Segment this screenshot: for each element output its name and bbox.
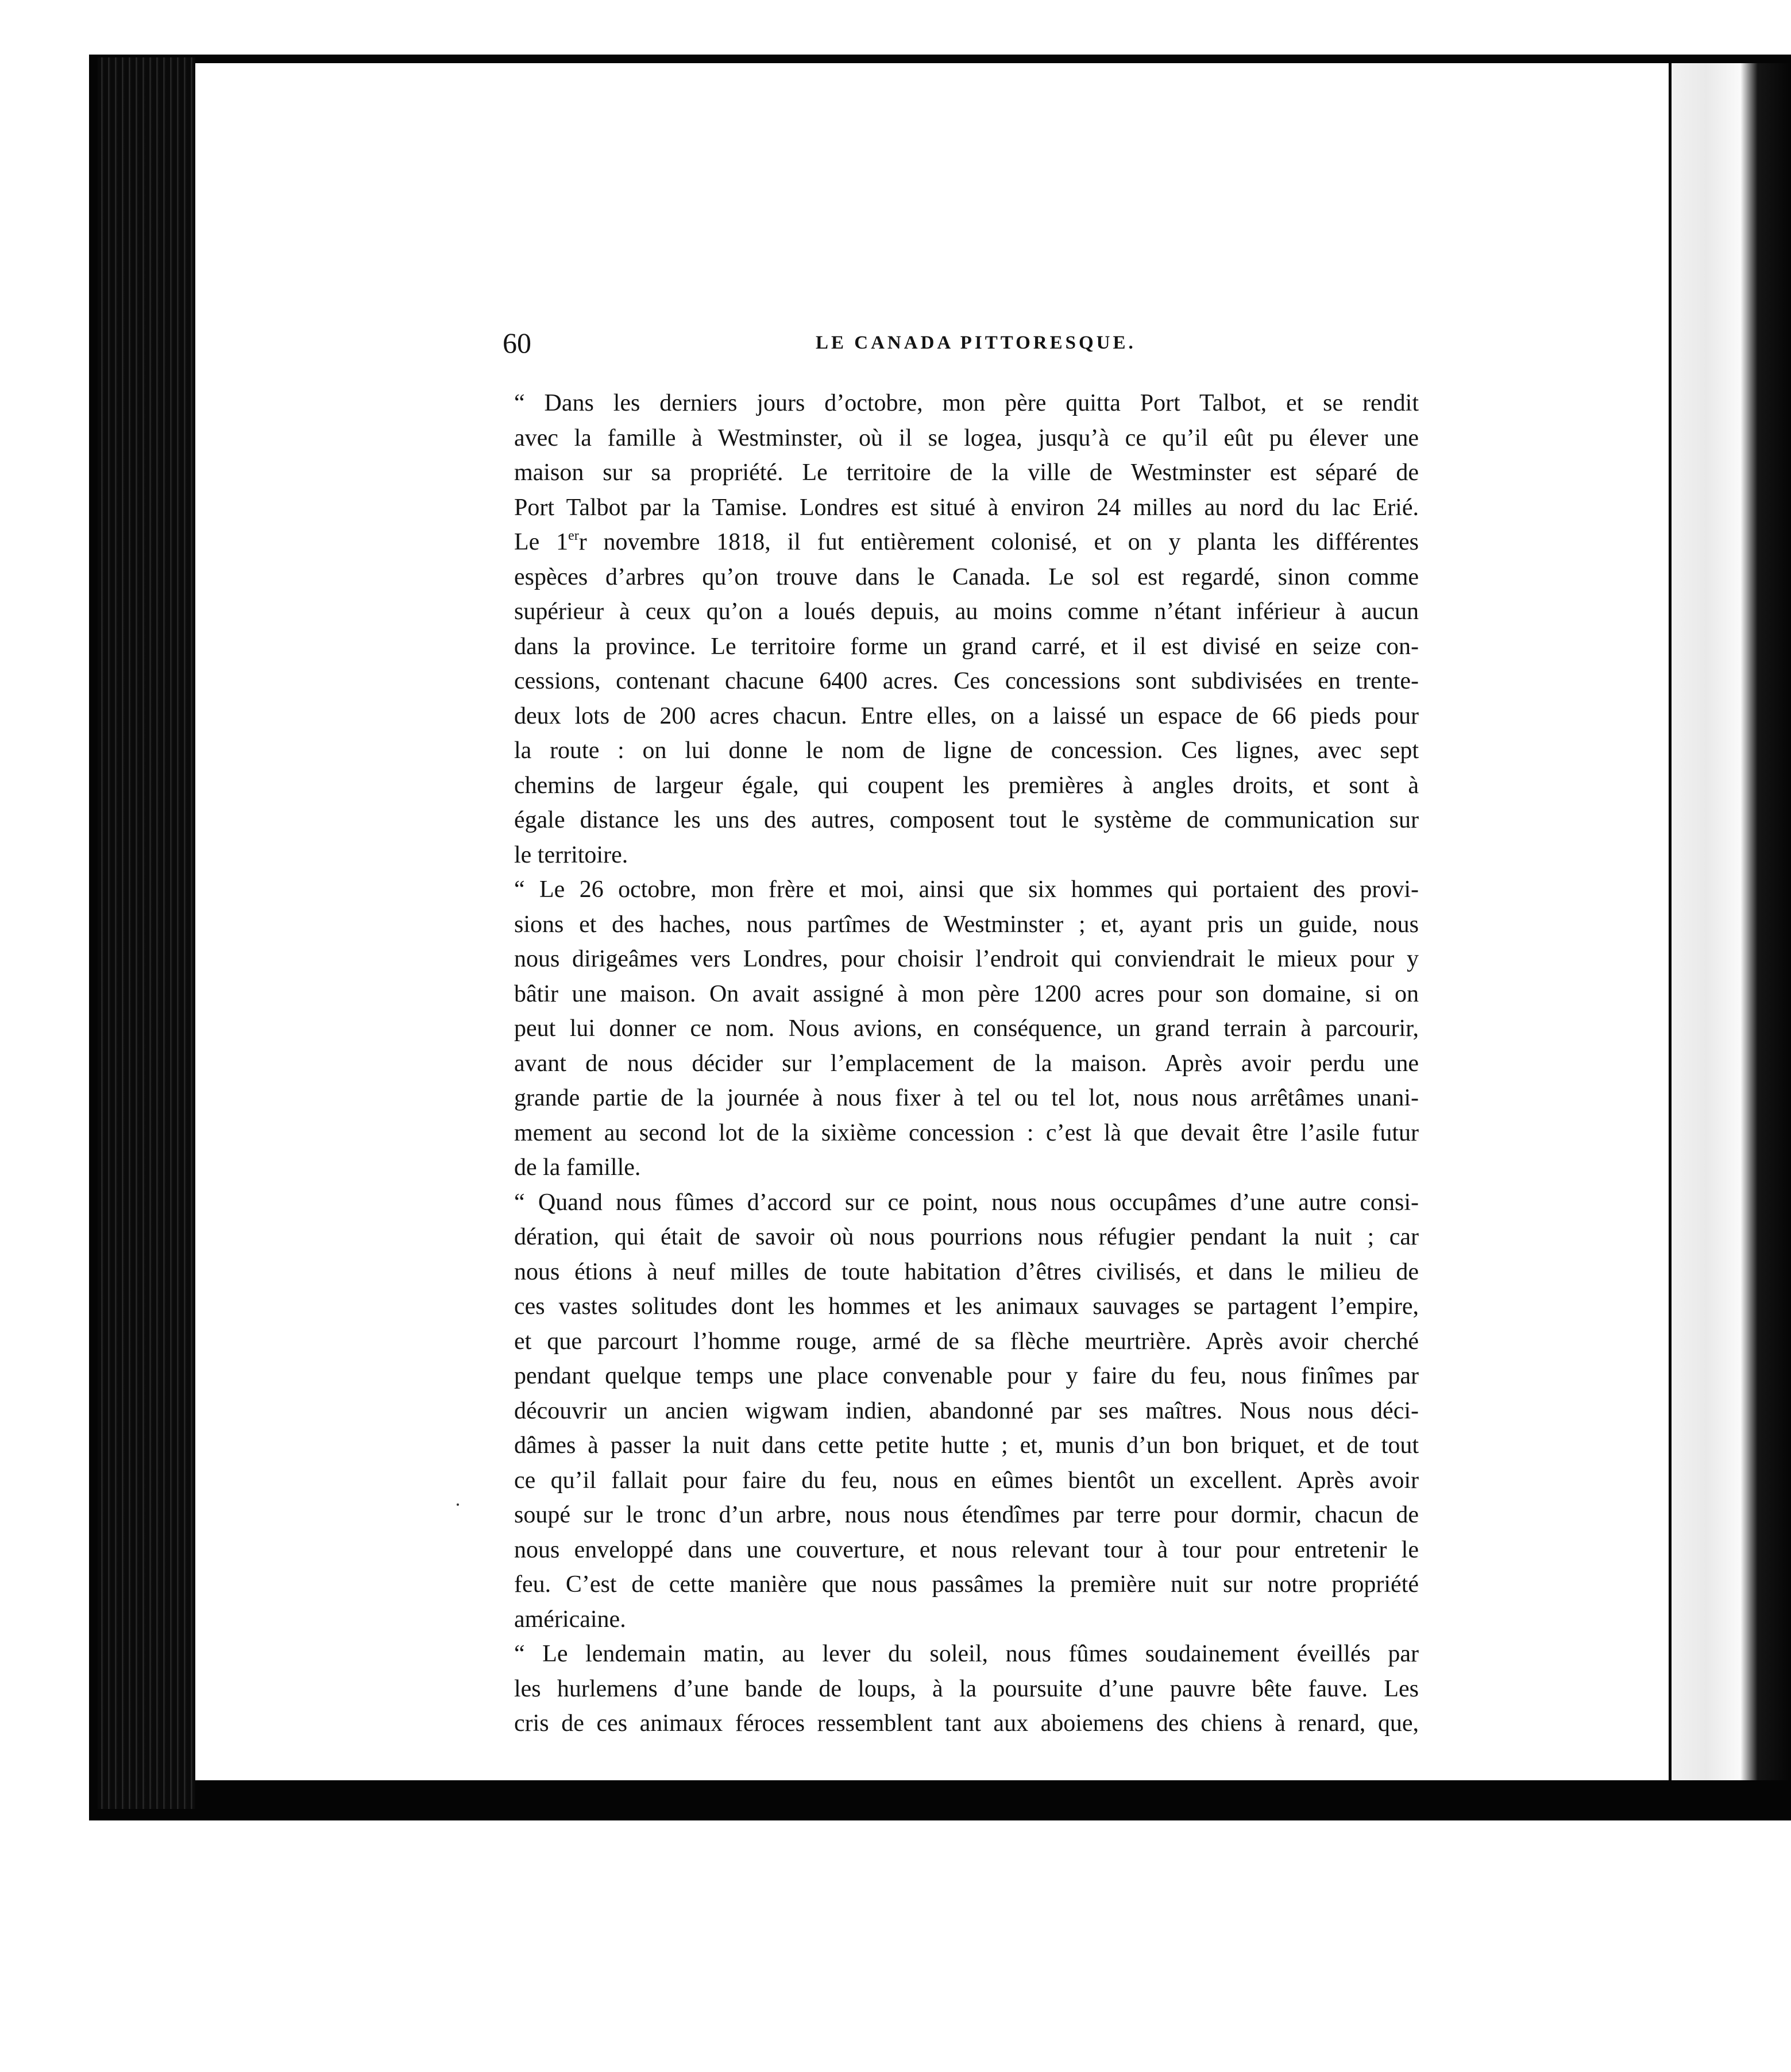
text-line: ce qu’il fallait pour faire du feu, nous en eûmes bientôt un excellent. Après avoir [514,1467,1419,1494]
text-line: deux lots de 200 acres chacun. Entre elles, on a laissé un espace de 66 pieds pour [514,702,1419,729]
text-line: chemins de largeur égale, qui coupent les premières à angles droits, et sont à [514,772,1419,799]
text-line: les hurlemens d’une bande de loups, à la poursuite d’une pauvre bête fauve. Les [514,1675,1419,1702]
text-line: “ Le 26 octobre, mon frère et moi, ainsi que six hommes qui portaient des provi- [514,876,1419,903]
text-line: de la famille. [514,1154,641,1181]
body-text [514,386,1419,1741]
text-line: grande partie de la journée à nous fixer à tel ou tel lot, nous nous arrêtâmes unani- [514,1085,1419,1111]
text-line: Le 1err novembre 1818, il fut entièrement colonisé, et on y planta les différentes [514,528,1419,555]
adjacent-page-edge [1672,63,1791,1780]
text-line: supérieur à ceux qu’on a loués depuis, au moins comme n’étant inférieur à aucun [514,598,1419,625]
text-line: avant de nous décider sur l’emplacement de la maison. Après avoir perdu une [514,1050,1419,1077]
book-page-edges [98,57,195,1809]
text-line: dâmes à passer la nuit dans cette petite hutte ; et, munis d’un bon briquet, et de tout [514,1432,1419,1459]
text-line: découvrir un ancien wigwam indien, abandonné par ses maîtres. Nous nous déci- [514,1397,1419,1424]
text-line: nous enveloppé dans une couverture, et nous relevant tour à tour pour entretenir le [514,1536,1419,1563]
text-line: maison sur sa propriété. Le territoire de la ville de Westminster est séparé de [514,459,1419,486]
text-line: “ Quand nous fûmes d’accord sur ce point, nous nous occupâmes d’une autre consi- [514,1189,1419,1216]
text-line: américaine. [514,1606,626,1633]
text-line: la route : on lui donne le nom de ligne de concession. Ces lignes, avec sept [514,737,1419,764]
text-line: et que parcourt l’homme rouge, armé de sa flèche meurtrière. Après avoir cherché [514,1328,1419,1355]
text-line: cris de ces animaux féroces ressemblent tant aux aboiemens des chiens à renard, que, [514,1710,1419,1737]
text-line: pendant quelque temps une place convenable pour y faire du feu, nous finîmes par [514,1363,1419,1389]
page-number: 60 [503,327,531,359]
text-line: avec la famille à Westminster, où il se logea, jusqu’à ce qu’il eût pu élever une [514,424,1419,451]
text-line: soupé sur le tronc d’un arbre, nous nous étendîmes par terre pour dormir, chacun de [514,1502,1419,1528]
text-line: mement au second lot de la sixième concession : c’est là que devait être l’asile futur [514,1119,1419,1146]
text-line: nous dirigeâmes vers Londres, pour choisir l’endroit qui conviendrait le mieux pour y [514,946,1419,972]
text-line: espèces d’arbres qu’on trouve dans le Canada. Le sol est regardé, sinon comme [514,563,1419,590]
text-line: bâtir une maison. On avait assigné à mon père 1200 acres pour son domaine, si on [514,980,1419,1007]
text-line: cessions, contenant chacune 6400 acres. Ces concessions sont subdivisées en trente- [514,668,1419,694]
text-line: sions et des haches, nous partîmes de Westminster ; et, ayant pris un guide, nous [514,911,1419,938]
text-line: “ Dans les derniers jours d’octobre, mon père quitta Port Talbot, et se rendit [514,390,1419,416]
text-line: nous étions à neuf milles de toute habitation d’êtres civilisés, et dans le milieu de [514,1258,1419,1285]
text-line: ces vastes solitudes dont les hommes et les animaux sauvages se partagent l’empire, [514,1293,1419,1320]
text-line: dération, qui était de savoir où nous pourrions nous réfugier pendant la nuit ; car [514,1224,1419,1250]
text-line: Port Talbot par la Tamise. Londres est situé à environ 24 milles au nord du lac Erié. [514,494,1419,521]
text-line: feu. C’est de cette manière que nous passâmes la première nuit sur notre propriété [514,1571,1419,1598]
scan-speck [457,1503,459,1506]
text-line: dans la province. Le territoire forme un grand carré, et il est divisé en seize con- [514,633,1419,660]
text-line: “ Le lendemain matin, au lever du soleil, nous fûmes soudainement éveillés par [514,1641,1419,1667]
text-line: égale distance les uns des autres, composent tout le système de communication sur [514,807,1419,833]
running-title: LE CANADA PITTORESQUE. [816,333,1136,353]
text-line: peut lui donner ce nom. Nous avions, en conséquence, un grand terrain à parcourir, [514,1015,1419,1042]
text-line: le territoire. [514,841,628,868]
